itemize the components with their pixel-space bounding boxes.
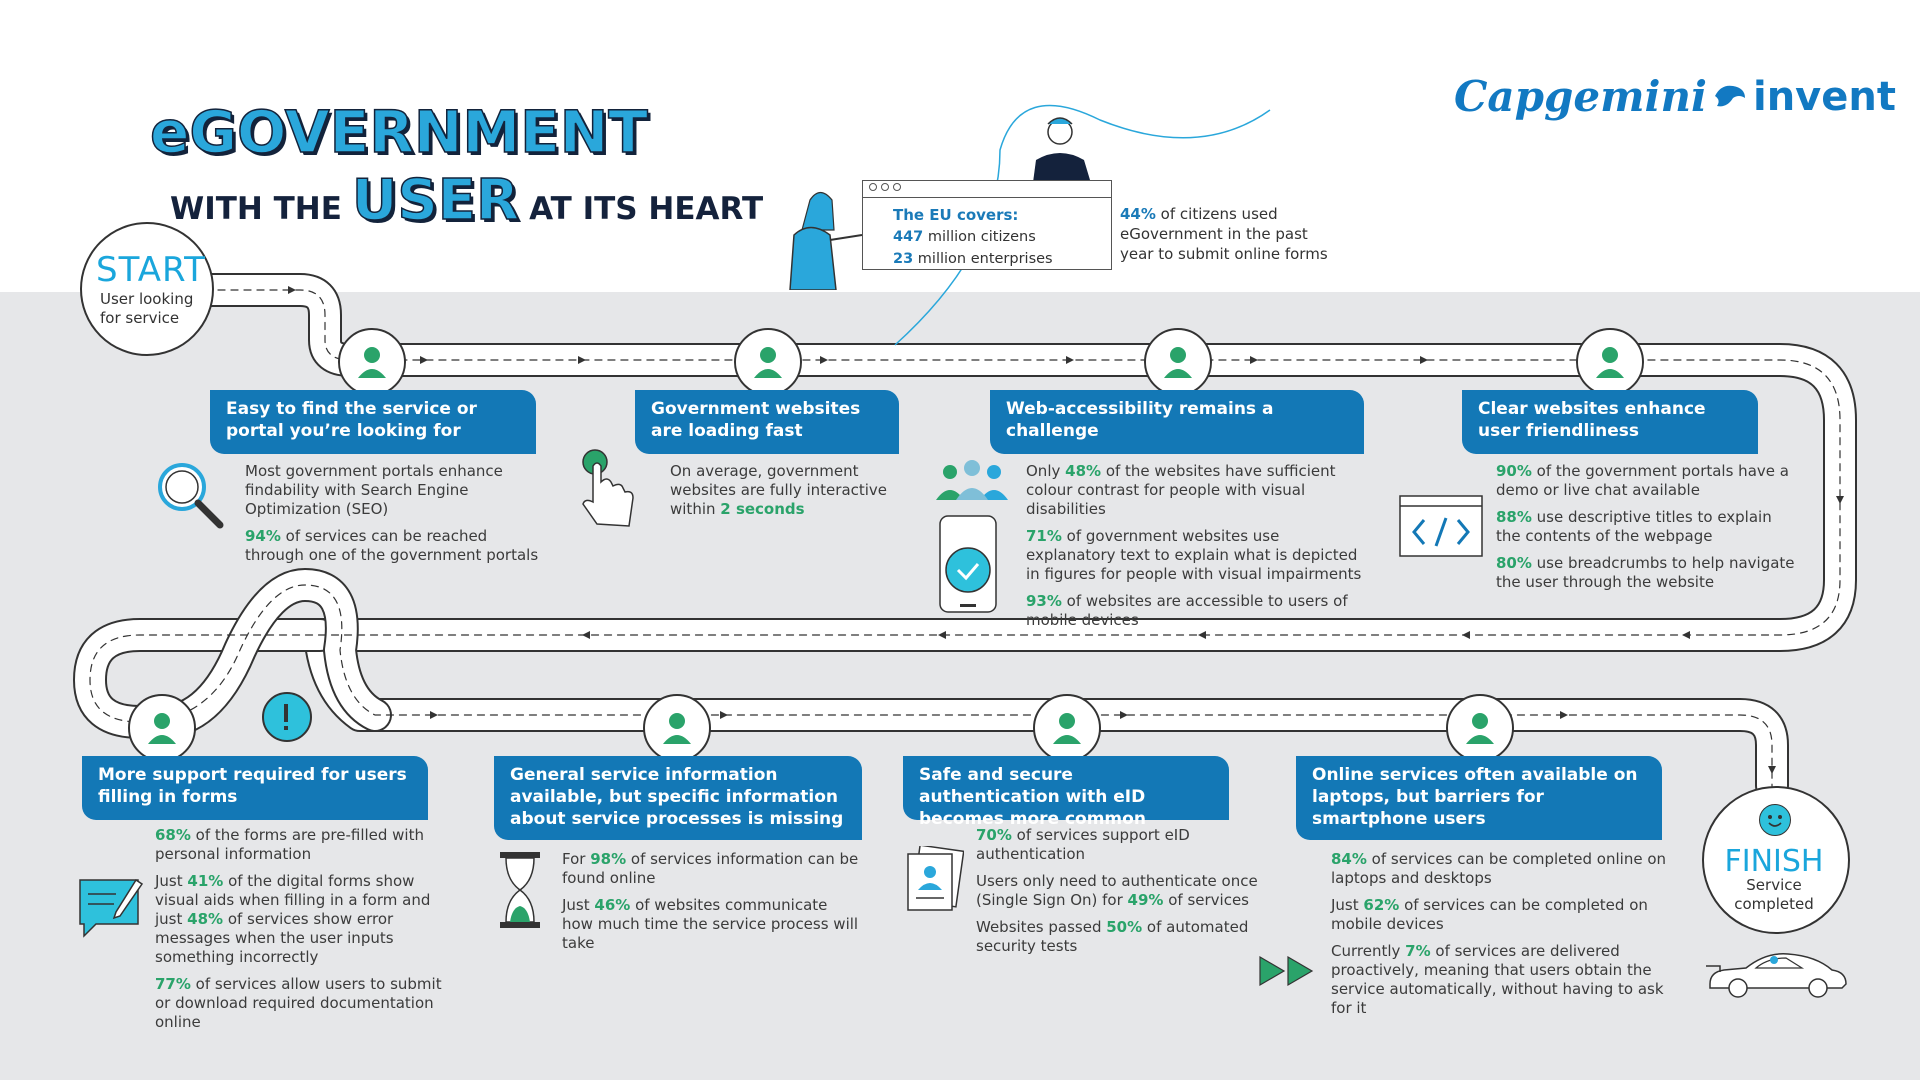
stage-1-text — [245, 462, 545, 573]
finish-subtitle: Service completed — [1734, 876, 1814, 913]
window-dot — [893, 183, 901, 191]
stage-3-point-1: Only 48% of the websites have sufficient colour contrast for people with visual disabilities — [1026, 462, 1336, 518]
logo-invent: invent — [1752, 73, 1896, 120]
stage-5-title: More support required for users filling in forms — [82, 756, 428, 820]
stage-6-title: General service information available, but specific information about service processes is missing — [494, 756, 862, 840]
stage-4-point-3: 80% use breadcrumbs to help navigate the user through the website — [1496, 554, 1795, 591]
user-node — [1446, 694, 1514, 762]
id-card-icon — [904, 846, 964, 912]
eu-enterprises: 23 million enterprises — [893, 251, 1053, 267]
subtitle-post: AT ITS HEART — [529, 191, 764, 227]
user-icon — [350, 340, 394, 384]
stage-5-point-1: 68% of the forms are pre-filled with personal information — [155, 826, 424, 863]
start-subtitle: User looking for service — [100, 290, 194, 327]
subtitle-pre: WITH THE — [170, 191, 342, 227]
car-icon — [1706, 944, 1850, 1000]
stage-4-point-1: 90% of the government portals have a demo or live chat available — [1496, 462, 1789, 499]
people-group-icon — [930, 458, 1014, 502]
user-node — [338, 328, 406, 396]
document-pen-icon — [76, 874, 146, 944]
user-icon — [655, 706, 699, 750]
eu-browser-window — [862, 180, 1112, 270]
user-node — [734, 328, 802, 396]
stage-8-title: Online services often available on laptops, but barriers for smartphone users — [1296, 756, 1662, 840]
spade-icon — [1713, 82, 1747, 112]
user-icon — [1588, 340, 1632, 384]
subtitle — [170, 168, 763, 233]
stage-3-point-2: 71% of government websites use explanatory text to explain what is depicted in figures for people with visual impairments — [1026, 527, 1362, 583]
eu-heading: The EU covers: — [893, 206, 1019, 224]
stage-1-point-1: Most government portals enhance findability with Search Engine Optimization (SEO) — [245, 462, 503, 518]
subtitle-user: USER — [351, 168, 520, 233]
pointer-hand-icon — [575, 448, 655, 532]
hourglass-icon — [498, 850, 542, 930]
stage-7-text — [976, 826, 1276, 964]
window-dot — [881, 183, 889, 191]
window-titlebar — [863, 181, 1111, 198]
stage-4-text — [1496, 462, 1796, 600]
stage-4-title: Clear websites enhance user friendliness — [1462, 390, 1758, 454]
stage-6-point-1: For 98% of services information can be found online — [562, 850, 859, 887]
stage-1-point-2: 94% of services can be reached through one of the government portals — [245, 527, 539, 564]
stage-7-title: Safe and secure authentication with eID becomes more common — [903, 756, 1229, 820]
stage-5-point-3: 77% of services allow users to submit or download required documentation online — [155, 975, 442, 1031]
stage-3-text — [1026, 462, 1371, 638]
user-node — [128, 694, 196, 762]
stage-2-point-1: On average, government websites are fully interactive within 2 seconds — [670, 462, 888, 518]
stage-7-point-1: 70% of services support eID authentication — [976, 826, 1190, 863]
stage-2-text — [670, 462, 890, 527]
citizens-stat: 44% of citizens used eGovernment in the past year to submit online forms — [1120, 205, 1328, 263]
start-label: START — [96, 250, 206, 290]
user-node — [1144, 328, 1212, 396]
user-node — [1033, 694, 1101, 762]
user-icon — [1045, 706, 1089, 750]
stage-5-text — [155, 826, 455, 1040]
alert-icon — [262, 692, 312, 742]
main-title: eGOVERNMENT — [150, 98, 648, 166]
magnifier-icon — [150, 455, 230, 535]
stage-5-point-2: Just 41% of the digital forms show visual aids when filling in a form and just 48% of services show error messages when the user inputs something incorrectly — [155, 872, 431, 966]
stage-8-text — [1331, 850, 1681, 1026]
stage-6-point-2: Just 46% of websites communicate how much time the service process will take — [562, 896, 859, 952]
user-icon — [1156, 340, 1200, 384]
stage-1-title: Easy to find the service or portal you’re looking for — [210, 390, 536, 454]
stage-8-point-2: Just 62% of services can be completed on mobile devices — [1331, 896, 1648, 933]
eu-citizens: 447 million citizens — [893, 229, 1036, 245]
stage-7-point-2: Users only need to authenticate once (Single Sign On) for 49% of services — [976, 872, 1258, 909]
stage-4-point-2: 88% use descriptive titles to explain the contents of the webpage — [1496, 508, 1772, 545]
stage-2-title: Government websites are loading fast — [635, 390, 899, 454]
stage-7-point-3: Websites passed 50% of automated security tests — [976, 918, 1249, 955]
window-dot — [869, 183, 877, 191]
stage-3-point-3: 93% of websites are accessible to users of mobile devices — [1026, 592, 1348, 629]
code-window-icon — [1398, 494, 1484, 558]
stage-8-point-1: 84% of services can be completed online on laptops and desktops — [1331, 850, 1667, 887]
user-node — [1576, 328, 1644, 396]
play-forward-icon — [1258, 955, 1320, 987]
finish-label: FINISH — [1724, 844, 1824, 879]
logo-capgemini: Capgemini — [1454, 72, 1707, 121]
user-icon — [746, 340, 790, 384]
user-icon — [140, 706, 184, 750]
smartphone-check-icon — [936, 514, 1000, 616]
capgemini-logo — [1454, 72, 1896, 121]
stage-8-point-3: Currently 7% of services are delivered proactively, meaning that users obtain the service automatically, without having to ask for it — [1331, 942, 1664, 1017]
smiley-icon — [1759, 804, 1791, 836]
stage-6-text — [562, 850, 862, 961]
stage-3-title: Web-accessibility remains a challenge — [990, 390, 1364, 454]
user-icon — [1458, 706, 1502, 750]
user-node — [643, 694, 711, 762]
